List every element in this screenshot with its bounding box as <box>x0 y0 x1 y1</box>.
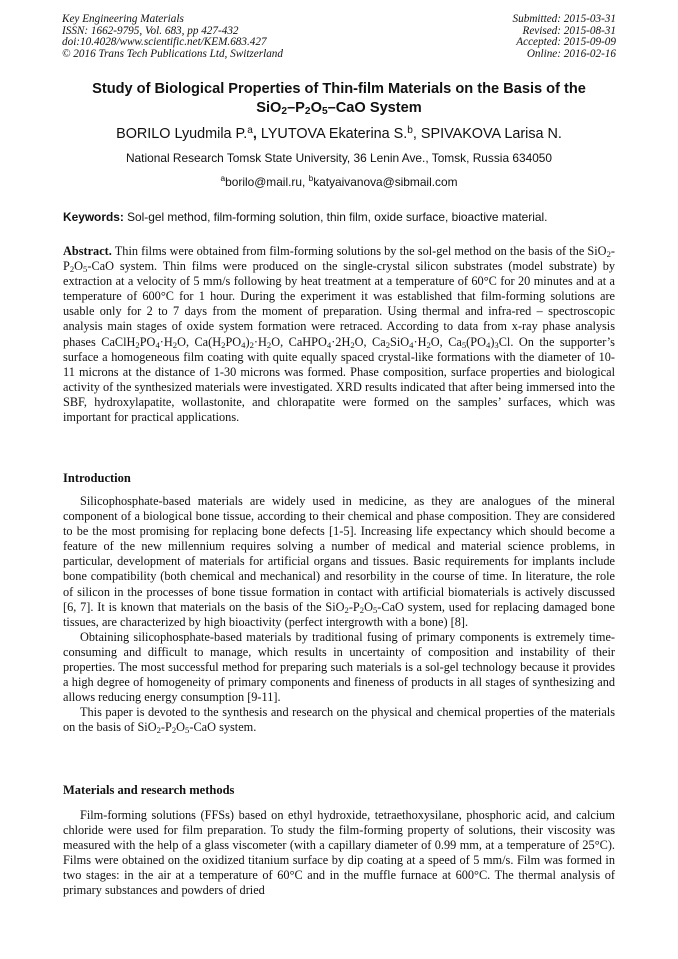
author-borilo: BORILO Lyudmila P. <box>116 126 248 142</box>
abstract: Abstract. Thin films were obtained from film-forming solutions by the sol-gel method on the basis of the $SiO_2-P_2O_5$-CaO system. Thin films were produced on the single-crystal silicon substrates (model substrate) by extraction at a velocity of 5 mm/s following by heat treatment at a temperature of 60°C for 20 minutes and at a temperature of 600°C for 1 hour. During the experiment it was established that film-forming solutions are usable only for 2 to 7 days from the moment of preparation. Using thermal and infra-red – spectroscopic analysis main stages of oxide system formation were retraced. According to data from x-ray phase analysis phases $CaClH_2PO_4\cdot H_2O$, $Ca(H_2PO_4)_2\cdot H_2O$, $CaHPO_4\cdot 2H_2O$, $Ca_2SiO_4\cdot H_2O$, $Ca_5(PO_4)_3Cl$. On the supporter’s surface a homogeneous film coating with quite equally spaced crystal-like formations with the diameter of 10-11 microns at the distance of 1-30 microns was formed. Phase composition, surface properties and biological activity of the synthesized materials were investigated. XRD results indicated that after being immersed into the SBF, hydroxylapatite, wollastonite, and chlorapatite were formed on the samples’ surfaces, which was important for practical applications. <box>63 244 615 425</box>
journal-doi: doi:10.4028/www.scientific.net/KEM.683.427 <box>62 36 267 49</box>
date-submitted: Submitted: 2015-03-31 <box>512 13 616 25</box>
journal-copyright: © 2016 Trans Tech Publications Ltd, Switzerland <box>62 47 283 60</box>
author-lyutova: LYUTOVA Ekaterina S. <box>256 126 408 142</box>
keywords-text: Sol-gel method, film-forming solution, thin film, oxide surface, bioactive material. <box>123 210 548 224</box>
author-emails: $^a$borilo@mail.ru, $^b$katyaivanova@sibmail.com <box>220 173 458 189</box>
author-spivakova: , SPIVAKOVA Larisa N. <box>412 126 562 142</box>
intro-paragraph-3: This paper is devoted to the synthesis and research on the physical and chemical properties of the materials on the basis of $SiO_2-P_2O_5$-CaO system. <box>63 705 615 736</box>
journal-info <box>62 14 283 60</box>
abstract-label: Abstract. <box>63 244 112 258</box>
date-revised: Revised: 2015-08-31 <box>522 24 616 37</box>
introduction-heading: Introduction <box>63 471 131 485</box>
email-borilo: borilo@mail.ru, <box>225 175 309 189</box>
journal-name: Key Engineering Materials <box>62 13 184 25</box>
title-line-2: $SiO_2-P_2O_5$–CaO System <box>256 100 422 117</box>
methods-body <box>63 808 615 899</box>
submission-dates <box>513 14 616 60</box>
paper-title <box>50 80 628 118</box>
date-online: Online: 2016-02-16 <box>526 47 616 60</box>
affiliation: National Research Tomsk State University, 36 Lenin Ave., Tomsk, Russia 634050 <box>125 151 553 165</box>
author-list: BORILO Lyudmila P.$^a$, LYUTOVA Ekaterina S.$^b$, SPIVAKOVA Larisa N. <box>116 125 562 142</box>
date-accepted: Accepted: 2015-09-09 <box>516 36 616 49</box>
journal-issn: ISSN: 1662-9795, Vol. 683, pp 427-432 <box>62 24 239 37</box>
email-lyutova: katyaivanova@sibmail.com <box>313 175 458 189</box>
intro-paragraph-1: Silicophosphate-based materials are widely used in medicine, as they are analogues of the mineral component of a biological bone tissue, according to their chemical and phase composition. They are considered to be the most promising for replacing bone defects [1-5]. Increasing life expectancy which should become a feature of the new millennium requires solving a number of medical and material science problems, in particular, development of materials for artificial organs and tissues. Basic requirements for implants include bone compatibility (both chemical and mechanical) and resorbility in the course of time. In literature, the role of silicon in the processes of bone tissue formation in contact with artificial biomaterials is actively discussed [6, 7]. It is known that materials on the basis of the $SiO_2-P_2O_5$-CaO system, used for replacing damaged bone tissues, are characterized by high bioactivity (perfect intergrowth with a bone) [8]. <box>63 494 615 629</box>
methods-heading: Materials and research methods <box>63 783 235 797</box>
introduction-body <box>63 494 615 736</box>
intro-paragraph-2: Obtaining silicophosphate-based materials by traditional fusing of primary components is extremely time-consuming and difficult to manage, which results in uncertainty of composition and instability of their properties. The most successful method for preparing such materials is a sol-gel technology because it provides a high degree of homogeneity of primary components and fineness of products in all stages of synthesizing and allows reducing energy consumption [9-11]. <box>63 629 615 705</box>
keywords-label: Keywords: <box>63 210 124 224</box>
keywords <box>63 210 615 224</box>
methods-paragraph-1: Film-forming solutions (FFSs) based on ethyl hydroxide, tetraethoxysilane, phosphoric acid, and calcium chloride were used for film preparation. To study the film-forming property of solutions, their viscosity was measured with the help of a glass viscometer (with a capillary diameter of 0.99 mm, at a temperature of 25°C). Films were obtained on the oxidized titanium surface by dip coating at a speed of 5 mm/s. Film was formed in two stages: in the air at a temperature of 60°C and in the muffle furnace at 600°C. The thermal analysis of primary substances and powders of dried <box>63 808 615 898</box>
title-line-1: Study of Biological Properties of Thin-film Materials on the Basis of the <box>92 81 586 97</box>
